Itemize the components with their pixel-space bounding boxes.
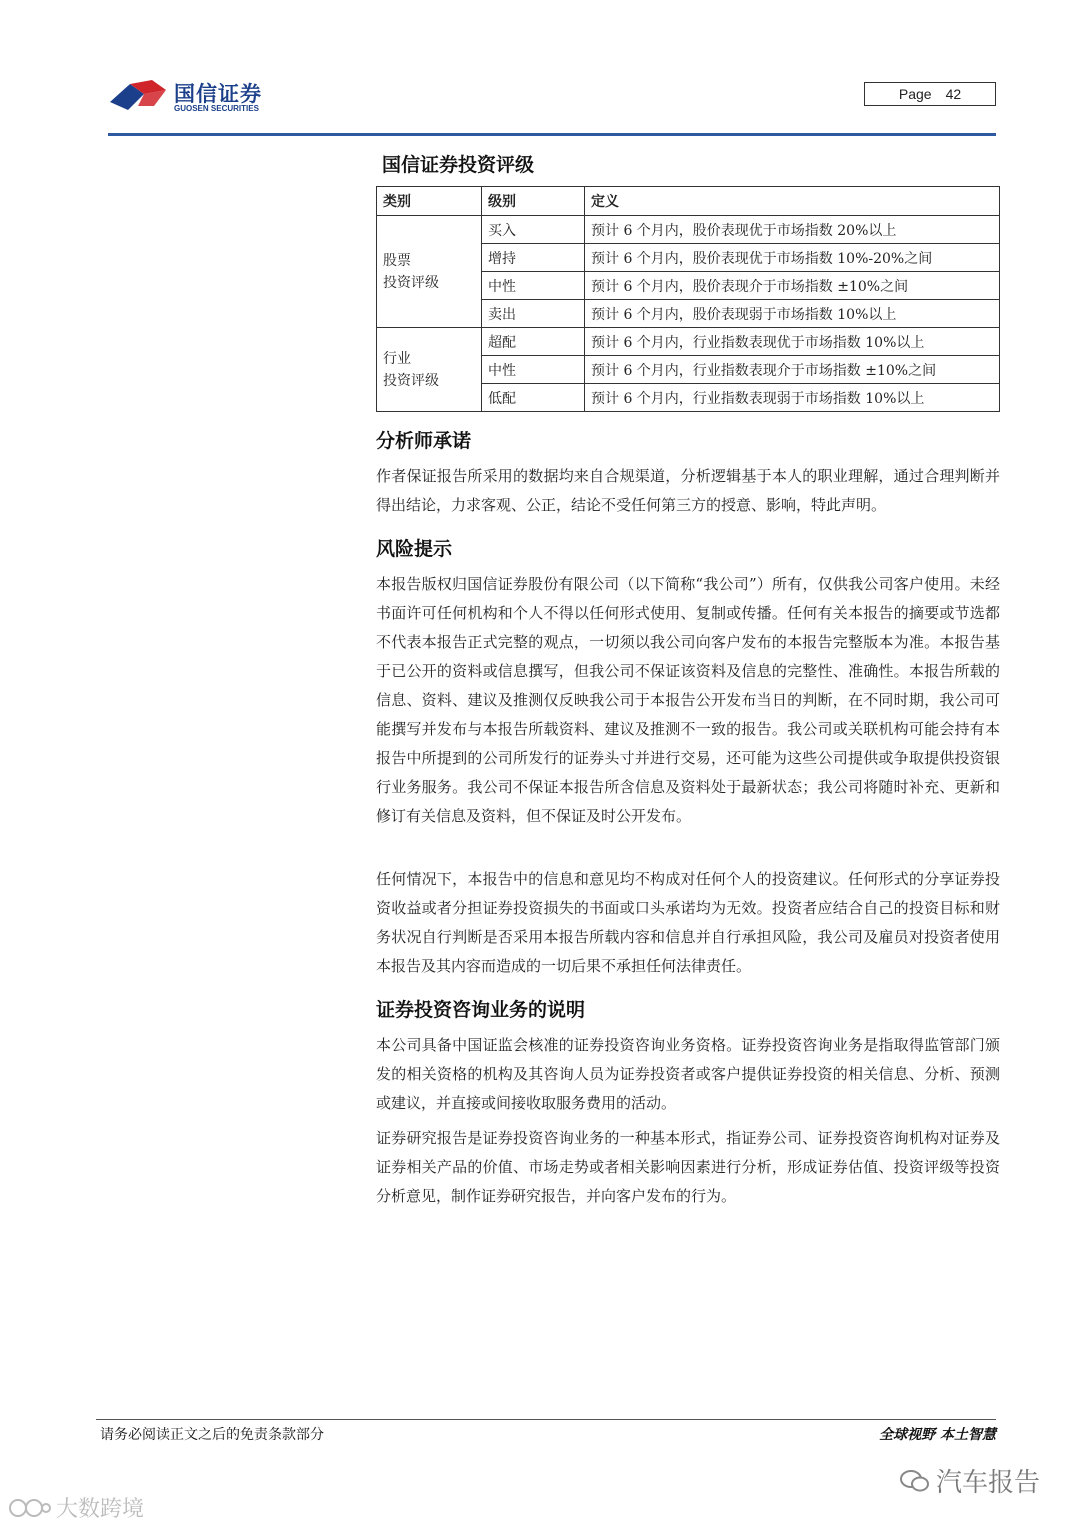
main-content — [376, 150, 1000, 1211]
logo-mark-icon — [108, 76, 170, 116]
industry-category-cell — [377, 328, 482, 412]
footer-slogan: 全球视野 本土智慧 — [879, 1427, 996, 1443]
advisory-paragraph-2: 证券研究报告是证券投资咨询业务的一种基本形式，指证券公司、证券投资咨询机构对证券及证券相关产品的价值、市场走势或者相关影响因素进行分析，形成证券估值、投资评级等投资分析意见，制作证券研究报告，并向客户发布的行为。 — [376, 1129, 1000, 1205]
advisory-title: 证券投资咨询业务的说明 — [376, 999, 586, 1021]
page-number: 42 — [945, 86, 962, 102]
logo-chinese-name: 国信证券 — [174, 82, 262, 106]
risk-paragraph-1: 本报告版权归国信证券股份有限公司（以下简称“我公司”）所有，仅供我公司客户使用。未经书面许可任何机构和个人不得以任何形式使用、复制或传播。任何有关本报告的摘要或节选都不代表本报告正式完整的观点，一切须以我公司向客户发布的本报告完整版本为准。本报告基于已公开的资料或信息撰写，但我公司不保证该资料及信息的完整性、准确性。本报告所载的信息、资料、建议及推测仅反映我公司于本报告公开发布当日的判断，在不同时期，我公司可能撰写并发布与本报告所载资料、建议及推测不一致的报告。我公司或关联机构可能会持有本报告中所提到的公司所发行的证券头寸并进行交易，还可能为这些公司提供或争取提供投资银行业务服务。我公司不保证本报告所含信息及资料处于最新状态；我公司将随时补充、更新和修订有关信息及资料，但不保证及时公开发布。 — [376, 575, 1000, 825]
level-cell: 超配 — [482, 328, 585, 356]
category-line: 行业 — [383, 350, 411, 367]
definition-cell: 预计 6 个月内，行业指数表现介于市场指数 ±10%之间 — [585, 356, 1000, 384]
level-cell: 卖出 — [482, 300, 585, 328]
level-cell: 中性 — [482, 272, 585, 300]
wechat-icon — [900, 1468, 930, 1494]
level-cell: 低配 — [482, 384, 585, 412]
brand-mark-icon — [8, 1495, 52, 1521]
rating-table — [376, 186, 1000, 412]
category-line: 股票 — [383, 252, 411, 269]
table-row — [377, 216, 1000, 244]
header-category: 类别 — [377, 187, 482, 216]
risk-section — [376, 534, 1000, 981]
logo-english-name: GUOSEN SECURITIES — [174, 104, 259, 113]
category-line: 投资评级 — [383, 372, 439, 389]
table-row — [377, 328, 1000, 356]
advisory-paragraph-1: 本公司具备中国证监会核准的证券投资咨询业务资格。证券投资咨询业务是指取得监管部门颁发的相关资格的机构及其咨询人员为证券投资者或客户提供证券投资的相关信息、分析、预测或建议，并直接或间接收取服务费用的活动。 — [376, 1036, 1000, 1112]
analyst-title: 分析师承诺 — [376, 430, 472, 452]
page-indicator — [864, 82, 996, 106]
level-cell: 增持 — [482, 244, 585, 272]
category-line: 投资评级 — [383, 274, 439, 291]
level-cell: 中性 — [482, 356, 585, 384]
header-definition: 定义 — [585, 187, 1000, 216]
definition-cell: 预计 6 个月内，行业指数表现弱于市场指数 10%以上 — [585, 384, 1000, 412]
table-header-row — [377, 187, 1000, 216]
rating-section-title: 国信证券投资评级 — [382, 154, 535, 176]
risk-title: 风险提示 — [376, 538, 453, 560]
header-divider — [108, 133, 996, 136]
watermark-right-text: 汽车报告 — [935, 1468, 1040, 1498]
watermark-right — [900, 1462, 1040, 1499]
definition-cell: 预计 6 个月内，股价表现优于市场指数 10%-20%之间 — [585, 244, 1000, 272]
stock-category-cell — [377, 216, 482, 328]
watermark-left-text: 大数跨境 — [56, 1497, 145, 1522]
analyst-paragraph: 作者保证报告所采用的数据均来自合规渠道，分析逻辑基于本人的职业理解，通过合理判断并得出结论，力求客观、公正，结论不受任何第三方的授意、影响，特此声明。 — [376, 467, 1000, 514]
definition-cell: 预计 6 个月内，股价表现优于市场指数 20%以上 — [585, 216, 1000, 244]
risk-paragraph-2: 任何情况下，本报告中的信息和意见均不构成对任何个人的投资建议。任何形式的分享证券投资收益或者分担证券投资损失的书面或口头承诺均为无效。投资者应结合自己的投资目标和财务状况自行判断是否采用本报告所载内容和信息并自行承担风险，我公司及雇员对投资者使用本报告及其内容而造成的一切后果不承担任何法律责任。 — [376, 870, 1000, 975]
level-cell: 买入 — [482, 216, 585, 244]
watermark-left — [8, 1492, 144, 1523]
footer-disclaimer: 请务必阅读正文之后的免责条款部分 — [100, 1427, 324, 1443]
header-level: 级别 — [482, 187, 585, 216]
advisory-section — [376, 995, 1000, 1211]
guosen-logo — [108, 74, 268, 120]
page-label: Page — [898, 86, 932, 102]
analyst-section — [376, 426, 1000, 520]
definition-cell: 预计 6 个月内，股价表现介于市场指数 ±10%之间 — [585, 272, 1000, 300]
footer-divider — [96, 1419, 996, 1420]
definition-cell: 预计 6 个月内，股价表现弱于市场指数 10%以上 — [585, 300, 1000, 328]
definition-cell: 预计 6 个月内，行业指数表现优于市场指数 10%以上 — [585, 328, 1000, 356]
